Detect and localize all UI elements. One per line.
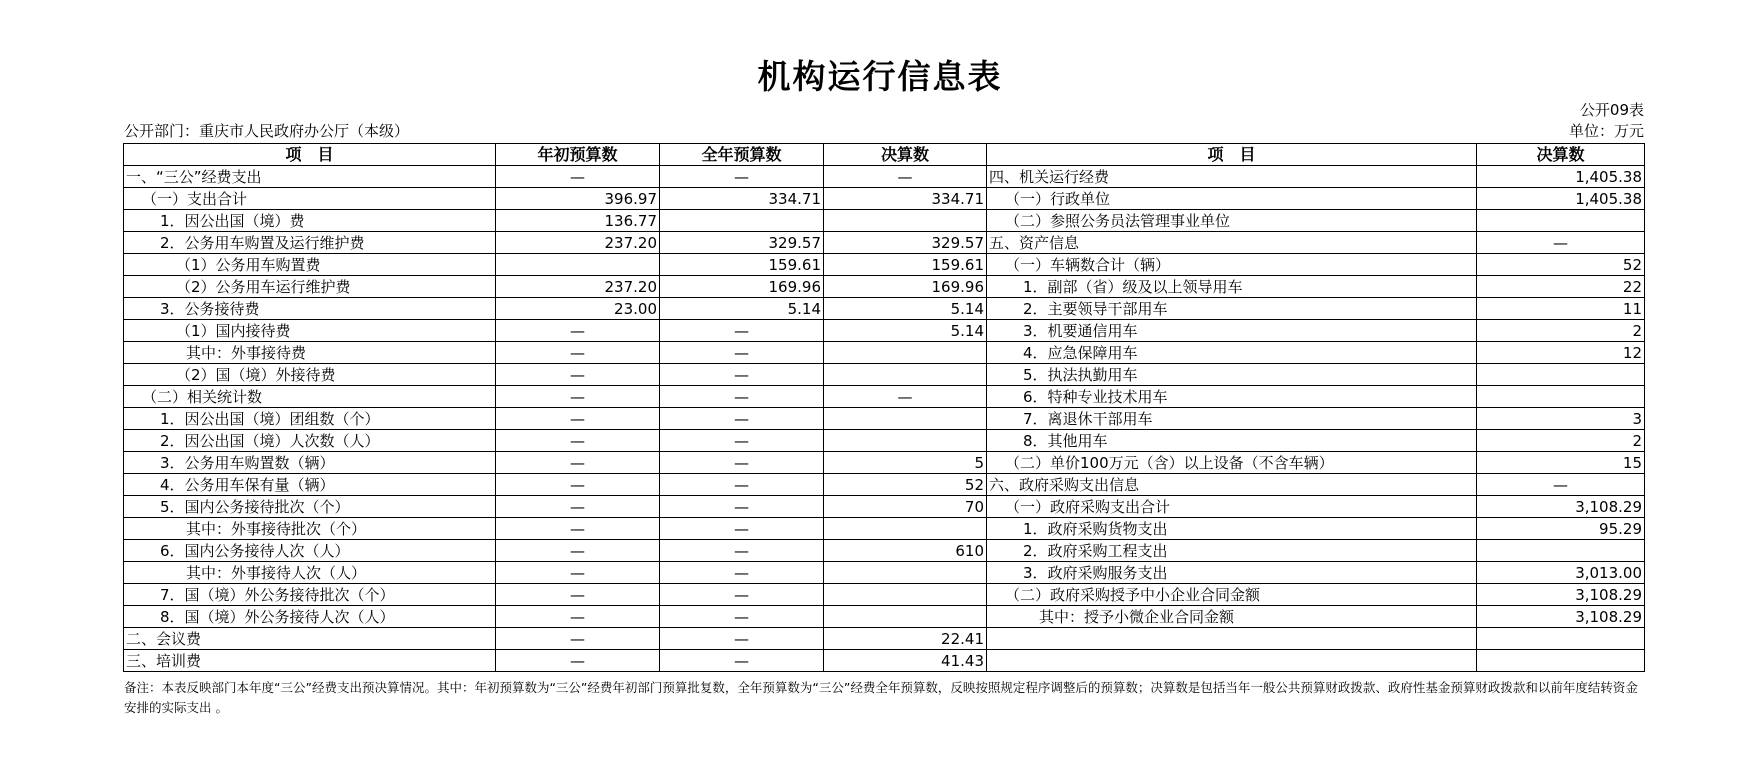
right-final-account-cell: 2 [1477, 320, 1645, 342]
right-final-account-cell: 3,013.00 [1477, 562, 1645, 584]
header-final-account-right: 决算数 [1477, 144, 1645, 166]
initial-budget-cell: 136.77 [496, 210, 660, 232]
left-item-cell: 二、会议费 [124, 628, 496, 650]
table-row [124, 496, 1645, 518]
final-account-cell [824, 342, 987, 364]
full-year-budget-cell: — [660, 364, 824, 386]
full-year-budget-cell: — [660, 606, 824, 628]
table-header-row [124, 144, 1645, 166]
final-account-cell: 169.96 [824, 276, 987, 298]
right-final-account-cell [1477, 364, 1645, 386]
final-account-cell: 329.57 [824, 232, 987, 254]
full-year-budget-cell: — [660, 452, 824, 474]
right-item-cell: 3．政府采购服务支出 [987, 562, 1477, 584]
right-final-account-cell: — [1477, 232, 1645, 254]
right-item-cell: 其中：授予小微企业合同金额 [987, 606, 1477, 628]
table-row [124, 430, 1645, 452]
final-account-cell: 610 [824, 540, 987, 562]
left-item-cell: （2）国（境）外接待费 [124, 364, 496, 386]
right-item-cell: 3．机要通信用车 [987, 320, 1477, 342]
initial-budget-cell: — [496, 342, 660, 364]
left-item-cell: 6．国内公务接待人次（人） [124, 540, 496, 562]
full-year-budget-cell: — [660, 320, 824, 342]
initial-budget-cell: — [496, 408, 660, 430]
final-account-cell: 22.41 [824, 628, 987, 650]
initial-budget-cell: 237.20 [496, 232, 660, 254]
right-final-account-cell: 15 [1477, 452, 1645, 474]
full-year-budget-cell: 169.96 [660, 276, 824, 298]
table-row [124, 452, 1645, 474]
initial-budget-cell: — [496, 606, 660, 628]
table-row [124, 584, 1645, 606]
right-final-account-cell [1477, 650, 1645, 672]
right-item-cell: 1．副部（省）级及以上领导用车 [987, 276, 1477, 298]
full-year-budget-cell: — [660, 650, 824, 672]
full-year-budget-cell: 329.57 [660, 232, 824, 254]
right-item-cell: 4．应急保障用车 [987, 342, 1477, 364]
table-row [124, 386, 1645, 408]
header-item: 项 目 [124, 144, 496, 166]
initial-budget-cell [496, 254, 660, 276]
left-item-cell: 8．国（境）外公务接待人次（人） [124, 606, 496, 628]
right-final-account-cell [1477, 628, 1645, 650]
final-account-cell: 5.14 [824, 320, 987, 342]
table-row [124, 166, 1645, 188]
left-item-cell: 1．因公出国（境）团组数（个） [124, 408, 496, 430]
right-item-cell: （一）车辆数合计（辆） [987, 254, 1477, 276]
initial-budget-cell: — [496, 628, 660, 650]
right-final-account-cell: — [1477, 474, 1645, 496]
full-year-budget-cell: — [660, 628, 824, 650]
table-row [124, 606, 1645, 628]
left-item-cell: 三、培训费 [124, 650, 496, 672]
right-item-cell: 四、机关运行经费 [987, 166, 1477, 188]
left-item-cell: （1）公务用车购置费 [124, 254, 496, 276]
right-item-cell: 2．主要领导干部用车 [987, 298, 1477, 320]
full-year-budget-cell: — [660, 584, 824, 606]
left-item-cell: 一、“三公”经费支出 [124, 166, 496, 188]
right-final-account-cell: 95.29 [1477, 518, 1645, 540]
initial-budget-cell: 237.20 [496, 276, 660, 298]
right-item-cell: 6．特种专业技术用车 [987, 386, 1477, 408]
table-row [124, 650, 1645, 672]
right-item-cell: 8．其他用车 [987, 430, 1477, 452]
full-year-budget-cell: — [660, 386, 824, 408]
full-year-budget-cell: 159.61 [660, 254, 824, 276]
full-year-budget-cell [660, 210, 824, 232]
final-account-cell: 52 [824, 474, 987, 496]
initial-budget-cell: — [496, 562, 660, 584]
right-final-account-cell [1477, 540, 1645, 562]
table-row [124, 408, 1645, 430]
left-item-cell: 1．因公出国（境）费 [124, 210, 496, 232]
left-item-cell: 5．国内公务接待批次（个） [124, 496, 496, 518]
page-title: 机构运行信息表 [757, 57, 1003, 96]
initial-budget-cell: — [496, 650, 660, 672]
right-item-cell [987, 628, 1477, 650]
initial-budget-cell: 396.97 [496, 188, 660, 210]
left-item-cell: （2）公务用车运行维护费 [124, 276, 496, 298]
right-final-account-cell [1477, 210, 1645, 232]
final-account-cell [824, 430, 987, 452]
table-row [124, 540, 1645, 562]
initial-budget-cell: — [496, 518, 660, 540]
initial-budget-cell: — [496, 166, 660, 188]
header-final-account: 决算数 [824, 144, 987, 166]
final-account-cell: 334.71 [824, 188, 987, 210]
table-row [124, 474, 1645, 496]
right-item-cell: 五、资产信息 [987, 232, 1477, 254]
right-final-account-cell: 2 [1477, 430, 1645, 452]
full-year-budget-cell: — [660, 496, 824, 518]
full-year-budget-cell: — [660, 408, 824, 430]
right-final-account-cell: 52 [1477, 254, 1645, 276]
right-final-account-cell: 3,108.29 [1477, 496, 1645, 518]
right-final-account-cell: 3 [1477, 408, 1645, 430]
full-year-budget-cell: 5.14 [660, 298, 824, 320]
right-item-cell: 5．执法执勤用车 [987, 364, 1477, 386]
initial-budget-cell: — [496, 474, 660, 496]
initial-budget-cell: — [496, 386, 660, 408]
right-final-account-cell [1477, 386, 1645, 408]
left-item-cell: 3．公务用车购置数（辆） [124, 452, 496, 474]
initial-budget-cell: — [496, 496, 660, 518]
left-item-cell: 2．因公出国（境）人次数（人） [124, 430, 496, 452]
initial-budget-cell: — [496, 430, 660, 452]
left-item-cell: （二）相关统计数 [124, 386, 496, 408]
table-row [124, 254, 1645, 276]
left-item-cell: 4．公务用车保有量（辆） [124, 474, 496, 496]
full-year-budget-cell: — [660, 430, 824, 452]
final-account-cell: 159.61 [824, 254, 987, 276]
header-full-year-budget: 全年预算数 [660, 144, 824, 166]
full-year-budget-cell: — [660, 166, 824, 188]
final-account-cell [824, 562, 987, 584]
table-row [124, 188, 1645, 210]
right-final-account-cell: 1,405.38 [1477, 188, 1645, 210]
full-year-budget-cell: — [660, 518, 824, 540]
final-account-cell [824, 606, 987, 628]
initial-budget-cell: — [496, 364, 660, 386]
table-row [124, 276, 1645, 298]
department-label: 公开部门：重庆市人民政府办公厅（本级） [124, 122, 410, 140]
right-item-cell: 7．离退休干部用车 [987, 408, 1477, 430]
full-year-budget-cell: — [660, 540, 824, 562]
form-number: 公开09表 [1579, 101, 1644, 119]
header-initial-budget: 年初预算数 [496, 144, 660, 166]
initial-budget-cell: 23.00 [496, 298, 660, 320]
right-final-account-cell: 1,405.38 [1477, 166, 1645, 188]
final-account-cell: — [824, 166, 987, 188]
right-final-account-cell: 3,108.29 [1477, 584, 1645, 606]
final-account-cell [824, 408, 987, 430]
final-account-cell [824, 210, 987, 232]
table-row [124, 518, 1645, 540]
initial-budget-cell: — [496, 320, 660, 342]
full-year-budget-cell: 334.71 [660, 188, 824, 210]
left-item-cell: 其中：外事接待批次（个） [124, 518, 496, 540]
table-row [124, 320, 1645, 342]
left-item-cell: 2．公务用车购置及运行维护费 [124, 232, 496, 254]
left-item-cell: 7．国（境）外公务接待批次（个） [124, 584, 496, 606]
final-account-cell: 5 [824, 452, 987, 474]
footnote: 备注：本表反映部门本年度“三公”经费支出预决算情况。其中：年初预算数为“三公”经费年初部门预算批复数，全年预算数为“三公”经费全年预算数，反映按照规定程序调整后的预算数；决算数是包括当年一般公共预算财政拨款、政府性基金预算财政拨款和以前年度结转资金安排的实际支出 。 [124, 680, 1638, 715]
header-item-right: 项 目 [987, 144, 1477, 166]
left-item-cell: 3．公务接待费 [124, 298, 496, 320]
table-row [124, 342, 1645, 364]
full-year-budget-cell: — [660, 474, 824, 496]
full-year-budget-cell: — [660, 562, 824, 584]
table-row [124, 364, 1645, 386]
final-account-cell [824, 518, 987, 540]
right-item-cell: 1．政府采购货物支出 [987, 518, 1477, 540]
initial-budget-cell: — [496, 452, 660, 474]
right-item-cell: （一）政府采购支出合计 [987, 496, 1477, 518]
right-item-cell: （二）单价100万元（含）以上设备（不含车辆） [987, 452, 1477, 474]
full-year-budget-cell: — [660, 342, 824, 364]
info-table [123, 143, 1645, 672]
left-item-cell: 其中：外事接待人次（人） [124, 562, 496, 584]
right-final-account-cell: 11 [1477, 298, 1645, 320]
final-account-cell [824, 584, 987, 606]
left-item-cell: （一）支出合计 [124, 188, 496, 210]
right-item-cell: （一）行政单位 [987, 188, 1477, 210]
right-item-cell: 六、政府采购支出信息 [987, 474, 1477, 496]
unit-label: 单位：万元 [1568, 122, 1644, 140]
table-row [124, 232, 1645, 254]
right-final-account-cell: 3,108.29 [1477, 606, 1645, 628]
table-row [124, 210, 1645, 232]
left-item-cell: 其中：外事接待费 [124, 342, 496, 364]
table-row [124, 562, 1645, 584]
right-item-cell: （二）参照公务员法管理事业单位 [987, 210, 1477, 232]
right-item-cell: （二）政府采购授予中小企业合同金额 [987, 584, 1477, 606]
final-account-cell: 70 [824, 496, 987, 518]
table-row [124, 628, 1645, 650]
table-row [124, 298, 1645, 320]
left-item-cell: （1）国内接待费 [124, 320, 496, 342]
final-account-cell [824, 364, 987, 386]
right-item-cell [987, 650, 1477, 672]
initial-budget-cell: — [496, 540, 660, 562]
final-account-cell: 41.43 [824, 650, 987, 672]
right-final-account-cell: 22 [1477, 276, 1645, 298]
final-account-cell: 5.14 [824, 298, 987, 320]
right-final-account-cell: 12 [1477, 342, 1645, 364]
final-account-cell: — [824, 386, 987, 408]
right-item-cell: 2．政府采购工程支出 [987, 540, 1477, 562]
initial-budget-cell: — [496, 584, 660, 606]
